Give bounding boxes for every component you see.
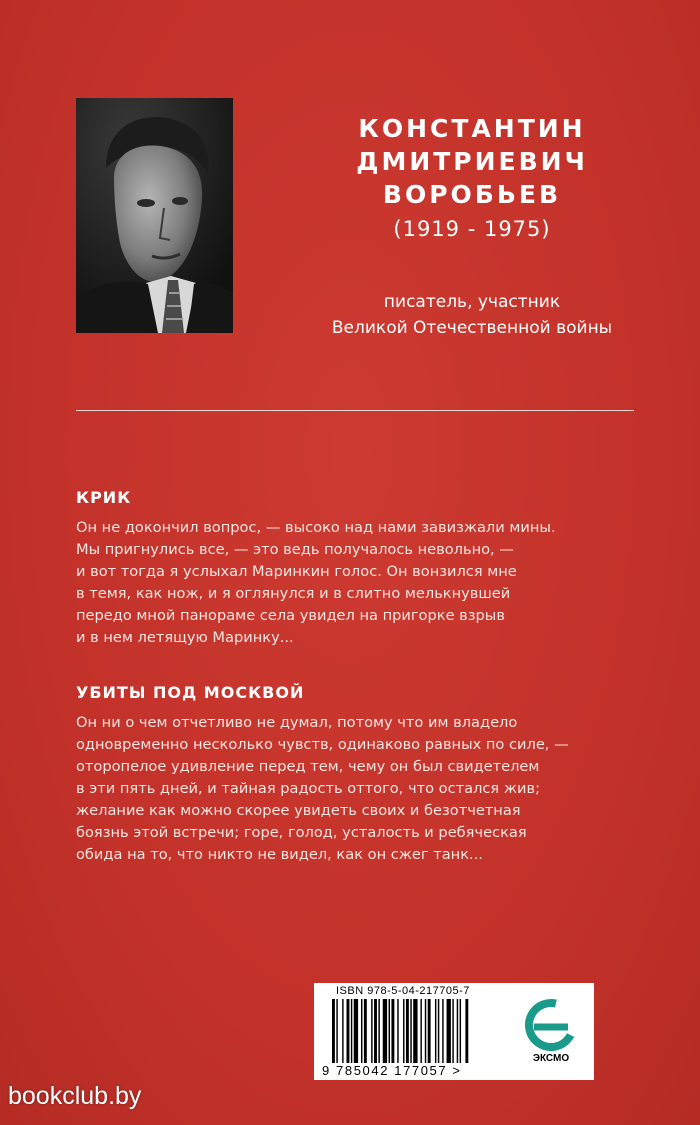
barcode-bar	[447, 999, 451, 1063]
barcode-bar	[374, 999, 377, 1063]
author-name-line: ВОРОБЬЕВ	[382, 180, 562, 209]
barcode-panel	[314, 983, 594, 1080]
barcode-bar	[397, 999, 398, 1063]
author-years: (1919 - 1975)	[393, 217, 551, 241]
barcode-bar	[435, 999, 436, 1063]
barcode-bar	[383, 999, 387, 1063]
section-krik	[76, 488, 646, 649]
barcode-bar	[389, 999, 390, 1063]
excerpt-line: и в нем летящую Маринку...	[76, 629, 294, 646]
barcode-bar	[391, 999, 394, 1063]
divider-line	[76, 410, 634, 411]
excerpt-line: передо мной панораме села увидел на пригорке взрыв	[76, 607, 505, 624]
barcode-bar	[354, 999, 358, 1063]
author-name-block	[262, 112, 682, 241]
barcode-bar	[425, 999, 426, 1063]
publisher-logo-text: ЭКСМО	[532, 1053, 570, 1064]
barcode-bar	[336, 999, 337, 1063]
excerpt-line: желание как можно скорее увидеть своих и безотчетная	[76, 802, 521, 819]
excerpt-line: Он ни о чем отчетливо не думал, потому что им владело	[76, 714, 518, 731]
author-portrait	[76, 98, 233, 333]
barcode-bar	[452, 999, 453, 1063]
barcode-bar	[351, 999, 352, 1063]
barcode-bar	[428, 999, 431, 1063]
barcode-bar	[342, 999, 343, 1063]
barcode-bar	[364, 999, 367, 1063]
publisher-logo	[514, 997, 588, 1077]
barcode-bar	[406, 999, 409, 1063]
barcode-bar	[361, 999, 362, 1063]
barcode-bar	[332, 999, 335, 1063]
barcode-bar	[403, 999, 404, 1063]
eksmo-logo-icon	[514, 997, 588, 1053]
section-excerpt	[76, 517, 646, 649]
barcode-bars	[332, 999, 510, 1063]
excerpt-line: в эти пять дней, и тайная радость оттого, что остался жив;	[76, 780, 540, 797]
isbn-label: ISBN 978-5-04-217705-7	[336, 985, 470, 997]
excerpt-line: оторопелое удивление перед тем, чему он был свидетелем	[76, 758, 540, 775]
excerpt-line: боязнь этой встречи; горе, голод, усталость и ребяческая	[76, 824, 527, 841]
excerpt-line: и вот тогда я услыхал Маринкин голос. Он вонзился мне	[76, 563, 517, 580]
barcode-number: 9 785042 177057 >	[322, 1063, 462, 1078]
section-title: УБИТЫ ПОД МОСКВОЙ	[76, 683, 305, 702]
author-description	[262, 289, 682, 341]
barcode-bar	[420, 999, 421, 1063]
barcode-bar	[465, 999, 468, 1063]
barcode-bar	[438, 999, 439, 1063]
barcode-bar	[371, 999, 372, 1063]
section-ubity-pod-moskvoy	[76, 683, 646, 866]
author-name-line: КОНСТАНТИН	[358, 114, 586, 143]
author-description-line: Великой Отечественной войны	[331, 318, 613, 338]
excerpt-line: одновременно несколько чувств, одинаково равных по силе, —	[76, 736, 569, 753]
barcode-bar	[457, 999, 458, 1063]
excerpt-line: обида на то, что никто не видел, как он сжег танк...	[76, 846, 483, 863]
barcode-bar	[410, 999, 411, 1063]
excerpt-line: Мы пригнулись все, — это ведь получалось невольно, —	[76, 541, 514, 558]
excerpt-line: в темя, как нож, и я оглянулся и в слитно мелькнувшей	[76, 585, 511, 602]
author-description-line: писатель, участник	[383, 292, 561, 312]
section-title: КРИК	[76, 488, 132, 507]
watermark-text: bookclub.by	[8, 1082, 142, 1110]
author-name-line: ДМИТРИЕВИЧ	[356, 147, 588, 176]
barcode-bar	[347, 999, 350, 1063]
barcode-bar	[413, 999, 417, 1063]
excerpt-line: Он не докончил вопрос, — высоко над нами завизжали мины.	[76, 519, 556, 536]
barcode-bar	[442, 999, 443, 1063]
section-excerpt	[76, 712, 646, 866]
barcode-bar	[460, 999, 461, 1063]
barcode-bar	[378, 999, 379, 1063]
